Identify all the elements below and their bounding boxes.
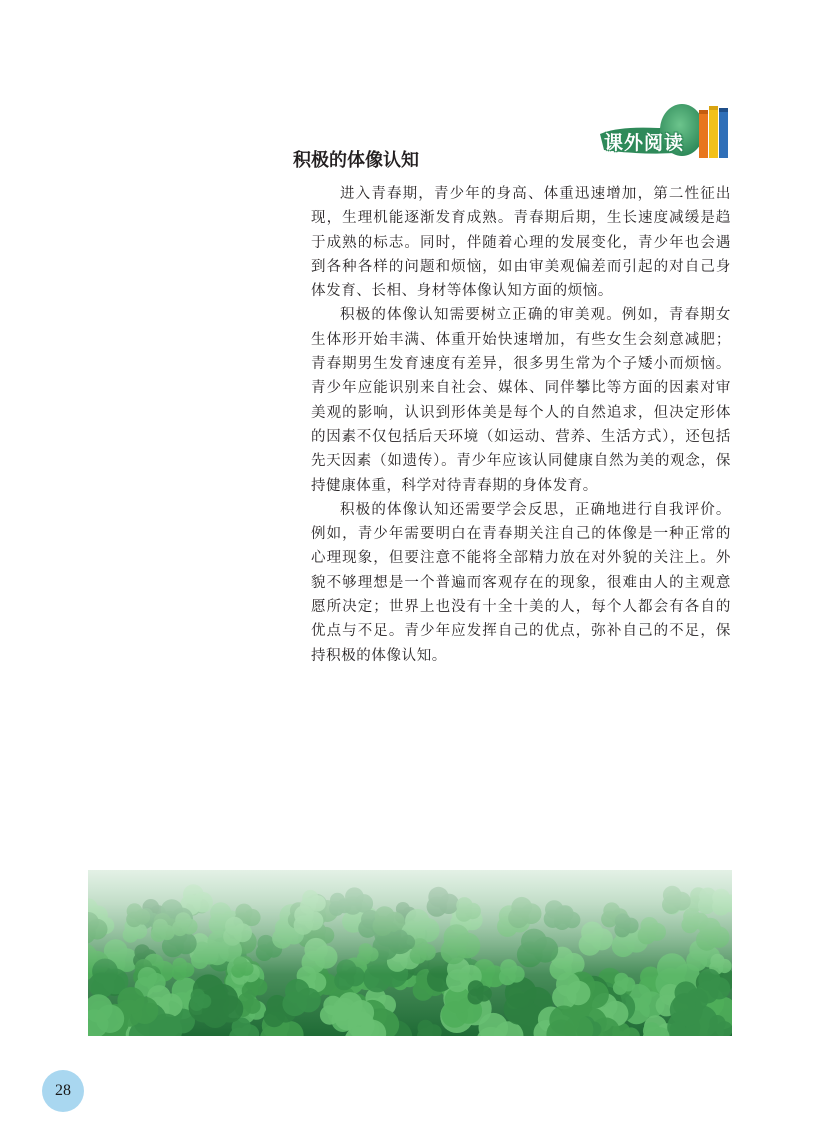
section-badge-label: 课外阅读 bbox=[604, 132, 685, 154]
paragraph-1: 进入青春期，青少年的身高、体重迅速增加，第二性征出现，生理机能逐渐发育成熟。青春期后期，生长速度减缓是趋于成熟的标志。同时，伴随着心理的发展变化，青少年也会遇到各种各样的问题和烦恼，如由审美观偏差而引起的对自己身体发育、长相、身材等体像认知方面的烦恼。 bbox=[311, 186, 731, 300]
clover-field-image bbox=[88, 830, 732, 1036]
paragraph-3: 积极的体像认知还需要学会反思，正确地进行自我评价。例如，青少年需要明白在青春期关注自己的体像是一种正常的心理现象，但要注意不能将全部精力放在对外貌的关注上。外貌不够理想是一个普遍而客观存在的现象，很难由人的主观意愿所决定；世界上也没有十全十美的人，每个人都会有各自的优点与不足。青少年应发挥自己的优点，弥补自己的不足，保持积极的体像认知。 bbox=[311, 501, 731, 664]
article-title: 积极的体像认知 bbox=[293, 150, 419, 171]
page-number: 28 bbox=[42, 1070, 84, 1112]
article-body bbox=[311, 182, 731, 668]
paragraph-2: 积极的体像认知需要树立正确的审美观。例如，青春期女生体形开始丰满、体重开始快速增加，有些女生会刻意减肥；青春期男生发育速度有差异，很多男生常为个子矮小而烦恼。青少年应能识别来自社会、媒体、同伴攀比等方面的因素对审美观的影响，认识到形体美是每个人的自然追求，但决定形体的因素不仅包括后天环境（如运动、营养、生活方式），还包括先天因素（如遗传）。青少年应该认同健康自然为美的观念，保持健康体重，科学对待青春期的身体发育。 bbox=[311, 307, 731, 494]
